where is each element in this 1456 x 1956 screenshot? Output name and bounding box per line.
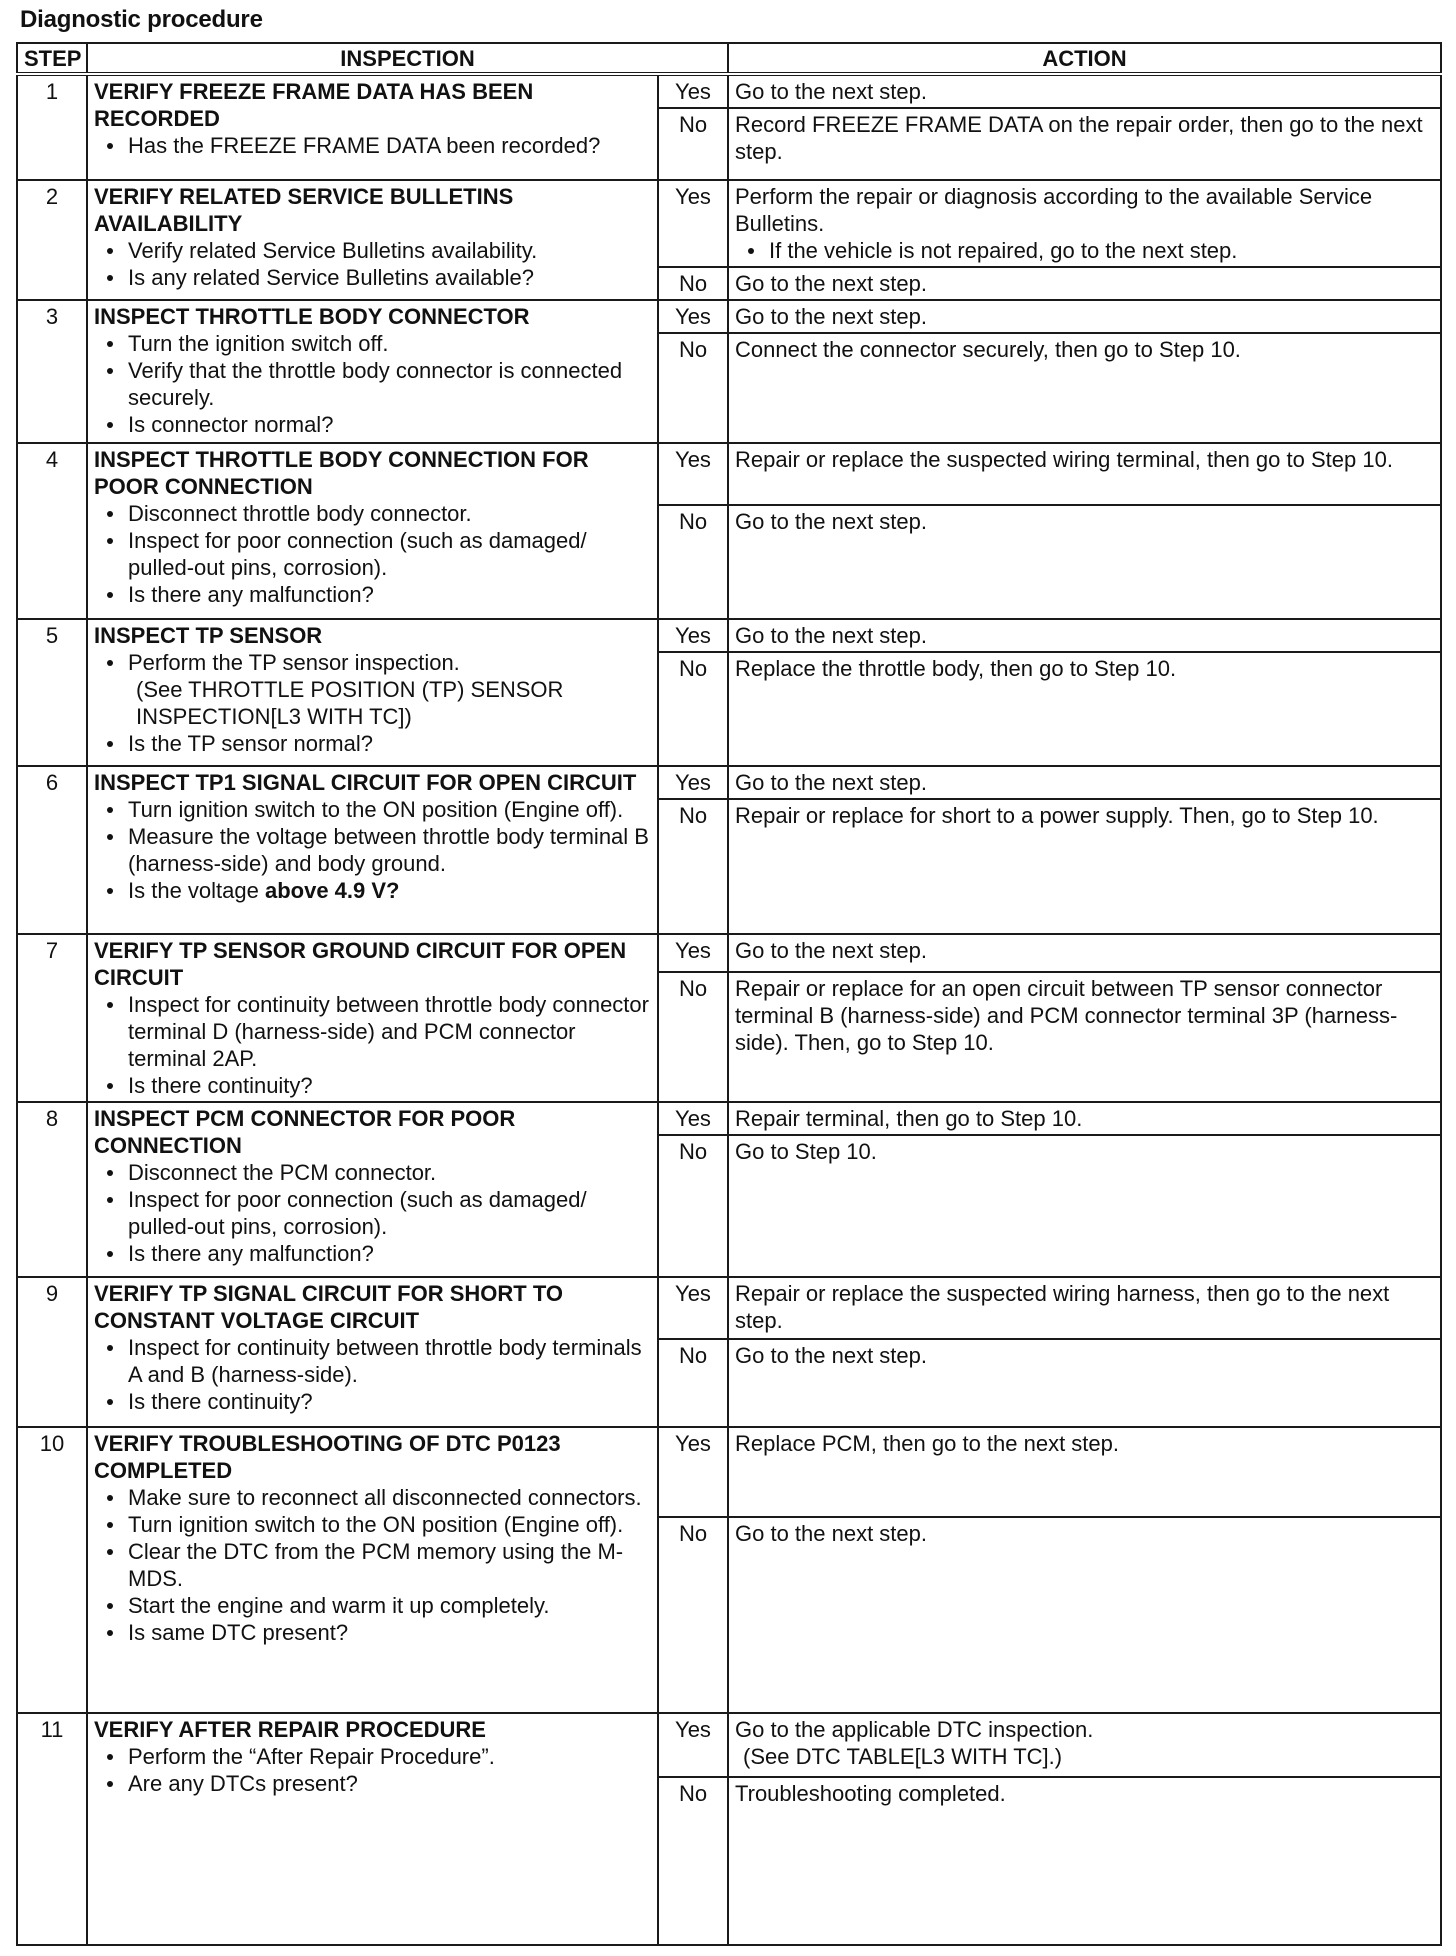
no-action: Troubleshooting completed. xyxy=(728,1777,1441,1945)
inspection-item-text: Perform the TP sensor inspection. xyxy=(128,650,460,675)
inspection-item: Is same DTC present? xyxy=(128,1619,651,1646)
inspection-list xyxy=(94,500,651,608)
voltage-threshold: above 4.9 V? xyxy=(264,878,400,903)
step-number: 2 xyxy=(17,180,87,300)
step-row-5-yes xyxy=(17,619,1441,652)
inspection-item: Disconnect throttle body connector. xyxy=(128,500,651,527)
inspection-item: Are any DTCs present? xyxy=(128,1770,651,1797)
step-number: 7 xyxy=(17,934,87,1102)
inspection-cell xyxy=(87,1427,658,1713)
step-row-4-yes xyxy=(17,443,1441,505)
inspection-item xyxy=(128,877,651,904)
step-row-2-yes xyxy=(17,180,1441,267)
document-title: Diagnostic procedure xyxy=(20,6,263,33)
no-action: Go to the next step. xyxy=(728,1339,1441,1427)
inspection-item: Has the FREEZE FRAME DATA been recorded? xyxy=(128,132,651,159)
inspection-item: Turn the ignition switch off. xyxy=(128,330,651,357)
inspection-item: Turn ignition switch to the ON position (Engine off). xyxy=(128,1511,651,1538)
inspection-cell xyxy=(87,300,658,443)
no-label: No xyxy=(658,1339,728,1427)
inspection-item: Is there any malfunction? xyxy=(128,581,651,608)
reference-link[interactable]: (See DTC TABLE[L3 WITH TC].) xyxy=(743,1744,1063,1769)
yes-action: Go to the next step. xyxy=(728,300,1441,333)
step-row-8-yes xyxy=(17,1102,1441,1135)
inspection-cell xyxy=(87,443,658,619)
inspection-list xyxy=(94,1159,651,1267)
inspection-list xyxy=(94,132,651,159)
yes-label: Yes xyxy=(658,766,728,799)
inspection-item: Measure the voltage between throttle body terminal B (harness-side) and body ground. xyxy=(128,823,651,877)
step-number: 5 xyxy=(17,619,87,766)
inspection-item: Inspect for continuity between throttle body connector terminal D (harness-side) and PCM connector terminal 2AP. xyxy=(128,991,651,1072)
inspection-cell xyxy=(87,619,658,766)
no-action: Record FREEZE FRAME DATA on the repair order, then go to the next step. xyxy=(728,108,1441,180)
no-label: No xyxy=(658,799,728,934)
inspection-list xyxy=(94,237,651,291)
inspection-item-text: Is the voltage xyxy=(128,878,265,903)
step-number: 9 xyxy=(17,1277,87,1427)
step-row-3-yes xyxy=(17,300,1441,333)
no-label: No xyxy=(658,1517,728,1713)
no-action: Go to the next step. xyxy=(728,1517,1441,1713)
inspection-title: VERIFY TP SIGNAL CIRCUIT FOR SHORT TO CONSTANT VOLTAGE CIRCUIT xyxy=(94,1281,563,1333)
inspection-list xyxy=(94,1484,651,1646)
inspection-item: Is any related Service Bulletins available? xyxy=(128,264,651,291)
yes-label: Yes xyxy=(658,1713,728,1777)
no-action: Go to the next step. xyxy=(728,267,1441,300)
inspection-list xyxy=(94,1743,651,1797)
yes-action-item: If the vehicle is not repaired, go to the next step. xyxy=(769,237,1434,264)
yes-label: Yes xyxy=(658,1427,728,1517)
inspection-item: Verify that the throttle body connector is connected securely. xyxy=(128,357,651,411)
inspection-item: Verify related Service Bulletins availability. xyxy=(128,237,651,264)
inspection-cell xyxy=(87,180,658,300)
yes-label: Yes xyxy=(658,1277,728,1339)
no-action: Go to Step 10. xyxy=(728,1135,1441,1277)
header-row xyxy=(17,43,1441,74)
inspection-title: INSPECT TP1 SIGNAL CIRCUIT FOR OPEN CIRCUIT xyxy=(94,770,637,795)
inspection-title: VERIFY TP SENSOR GROUND CIRCUIT FOR OPEN CIRCUIT xyxy=(94,938,627,990)
yes-label: Yes xyxy=(658,619,728,652)
yes-action: Go to the next step. xyxy=(728,934,1441,972)
step-row-7-yes xyxy=(17,934,1441,972)
step-number: 11 xyxy=(17,1713,87,1945)
inspection-cell xyxy=(87,1102,658,1277)
yes-label: Yes xyxy=(658,443,728,505)
inspection-item xyxy=(128,649,651,730)
yes-action xyxy=(728,180,1441,267)
yes-action: Go to the next step. xyxy=(728,74,1441,108)
yes-label: Yes xyxy=(658,300,728,333)
no-action: Go to the next step. xyxy=(728,505,1441,619)
inspection-item: Disconnect the PCM connector. xyxy=(128,1159,651,1186)
inspection-title: VERIFY RELATED SERVICE BULLETINS AVAILABILITY xyxy=(94,184,514,236)
yes-action: Repair or replace the suspected wiring harness, then go to the next step. xyxy=(728,1277,1441,1339)
inspection-item: Inspect for poor connection (such as damaged/ pulled-out pins, corrosion). xyxy=(128,527,651,581)
yes-label: Yes xyxy=(658,180,728,267)
no-label: No xyxy=(658,333,728,443)
inspection-list xyxy=(94,330,651,438)
inspection-cell xyxy=(87,934,658,1102)
yes-label: Yes xyxy=(658,1102,728,1135)
inspection-title: INSPECT THROTTLE BODY CONNECTION FOR POOR CONNECTION xyxy=(94,447,589,499)
header-step: STEP xyxy=(17,43,87,74)
inspection-item: Is connector normal? xyxy=(128,411,651,438)
no-action: Repair or replace for short to a power supply. Then, go to Step 10. xyxy=(728,799,1441,934)
no-label: No xyxy=(658,505,728,619)
inspection-list xyxy=(94,796,651,904)
inspection-cell xyxy=(87,766,658,934)
inspection-item: Is there continuity? xyxy=(128,1072,651,1099)
inspection-list xyxy=(94,991,651,1099)
inspection-item: Clear the DTC from the PCM memory using the M-MDS. xyxy=(128,1538,651,1592)
yes-action: Go to the next step. xyxy=(728,619,1441,652)
no-label: No xyxy=(658,267,728,300)
inspection-item: Make sure to reconnect all disconnected connectors. xyxy=(128,1484,651,1511)
yes-action-list xyxy=(735,237,1434,264)
inspection-item: Turn ignition switch to the ON position (Engine off). xyxy=(128,796,651,823)
step-row-6-yes xyxy=(17,766,1441,799)
step-number: 3 xyxy=(17,300,87,443)
step-row-11-yes xyxy=(17,1713,1441,1777)
no-action: Replace the throttle body, then go to Step 10. xyxy=(728,652,1441,766)
yes-label: Yes xyxy=(658,74,728,108)
header-action: ACTION xyxy=(728,43,1441,74)
yes-action-text: Perform the repair or diagnosis according to the available Service Bulletins. xyxy=(735,184,1373,236)
inspection-item: Is there continuity? xyxy=(128,1388,651,1415)
inspection-cell xyxy=(87,74,658,180)
step-number: 1 xyxy=(17,74,87,180)
header-inspection: INSPECTION xyxy=(87,43,728,74)
step-number: 10 xyxy=(17,1427,87,1713)
inspection-list xyxy=(94,1334,651,1415)
diagnostic-table xyxy=(16,42,1442,1946)
inspection-cell xyxy=(87,1277,658,1427)
inspection-title: INSPECT TP SENSOR xyxy=(94,623,323,648)
yes-action xyxy=(728,1713,1441,1777)
no-label: No xyxy=(658,1135,728,1277)
inspection-item: Is the TP sensor normal? xyxy=(128,730,651,757)
yes-action: Repair or replace the suspected wiring terminal, then go to Step 10. xyxy=(728,443,1441,505)
no-label: No xyxy=(658,652,728,766)
inspection-title: INSPECT THROTTLE BODY CONNECTOR xyxy=(94,304,530,329)
inspection-item: Inspect for continuity between throttle body terminals A and B (harness-side). xyxy=(128,1334,651,1388)
no-label: No xyxy=(658,108,728,180)
inspection-title: VERIFY FREEZE FRAME DATA HAS BEEN RECORDED xyxy=(94,79,534,131)
step-number: 4 xyxy=(17,443,87,619)
inspection-item: Inspect for poor connection (such as damaged/ pulled-out pins, corrosion). xyxy=(128,1186,651,1240)
yes-action: Replace PCM, then go to the next step. xyxy=(728,1427,1441,1517)
inspection-title: VERIFY TROUBLESHOOTING OF DTC P0123 COMPLETED xyxy=(94,1431,561,1483)
inspection-title: VERIFY AFTER REPAIR PROCEDURE xyxy=(94,1717,486,1742)
no-action: Repair or replace for an open circuit between TP sensor connector terminal B (harness-side) and PCM connector terminal 3P (harness-side). Then, go to Step 10. xyxy=(728,972,1441,1102)
step-number: 8 xyxy=(17,1102,87,1277)
step-number: 6 xyxy=(17,766,87,934)
inspection-item: Start the engine and warm it up completely. xyxy=(128,1592,651,1619)
inspection-item: Is there any malfunction? xyxy=(128,1240,651,1267)
yes-action: Go to the next step. xyxy=(728,766,1441,799)
inspection-title: INSPECT PCM CONNECTOR FOR POOR CONNECTION xyxy=(94,1106,516,1158)
no-action: Connect the connector securely, then go to Step 10. xyxy=(728,333,1441,443)
no-label: No xyxy=(658,1777,728,1945)
step-row-9-yes xyxy=(17,1277,1441,1339)
inspection-list xyxy=(94,649,651,757)
yes-action: Repair terminal, then go to Step 10. xyxy=(728,1102,1441,1135)
no-label: No xyxy=(658,972,728,1102)
step-row-10-yes xyxy=(17,1427,1441,1517)
reference-link[interactable]: (See THROTTLE POSITION (TP) SENSOR INSPECTION[L3 WITH TC]) xyxy=(136,677,564,729)
inspection-cell xyxy=(87,1713,658,1945)
yes-label: Yes xyxy=(658,934,728,972)
inspection-item: Perform the “After Repair Procedure”. xyxy=(128,1743,651,1770)
yes-action-text: Go to the applicable DTC inspection. xyxy=(735,1717,1094,1742)
step-row-1-yes xyxy=(17,74,1441,108)
